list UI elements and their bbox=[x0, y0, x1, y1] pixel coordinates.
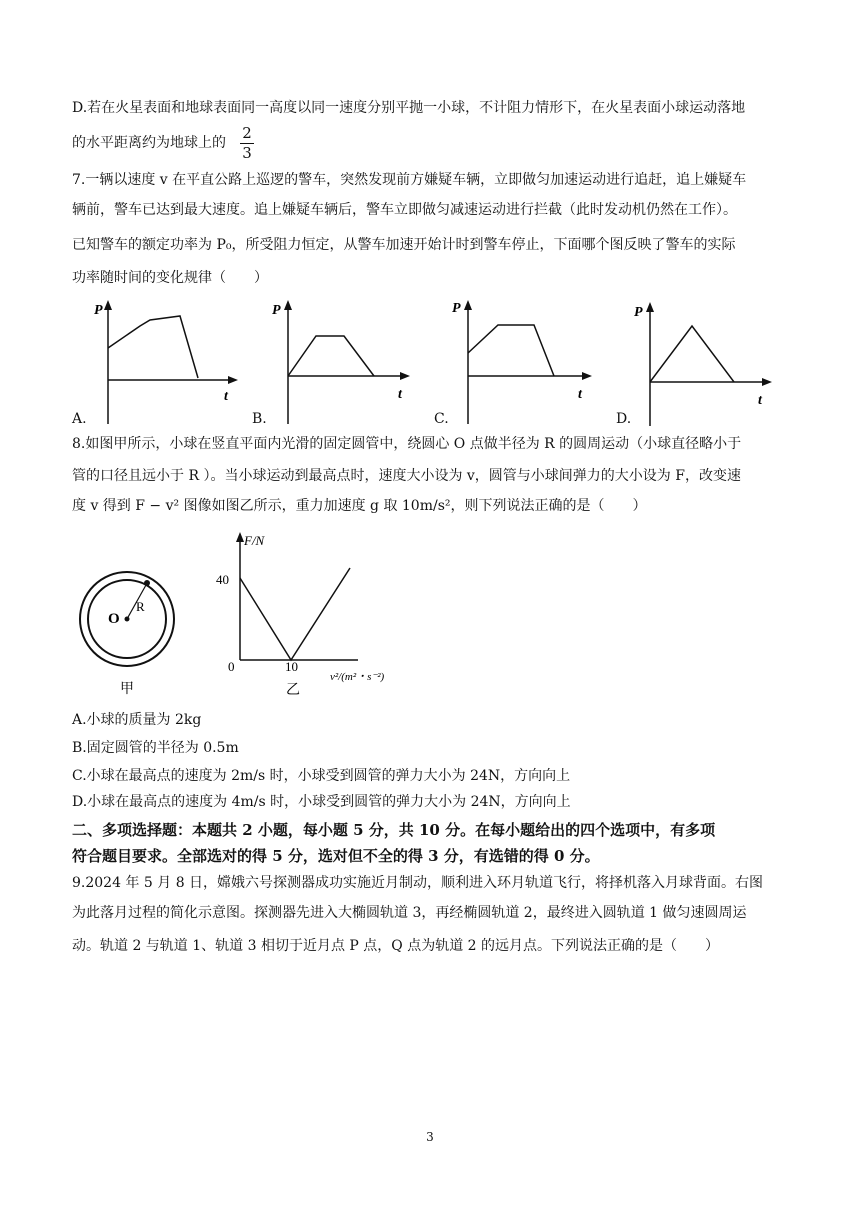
q7-text-line2: 辆前，警车已达到最大速度。追上嫌疑车辆后，警车立即做匀减速运动进行拦截（此时发动机仍然在工作）。 bbox=[72, 202, 737, 218]
q8-option-b: B.固定圆管的半径为 0.5m bbox=[72, 740, 239, 756]
axis-p-label: P bbox=[94, 303, 103, 318]
q8-text-line2: 管的口径且远小于 R ）。当小球运动到最高点时，速度大小设为 v，圆管与小球间弹力的大小设为 F，改变速 bbox=[72, 468, 741, 484]
x-tick-10: 10 bbox=[285, 659, 298, 674]
q6-option-d-line1: D.若在火星表面和地球表面同一高度以同一速度分别平抛一小球，不计阻力情形下，在火星表面小球运动落地 bbox=[72, 100, 746, 116]
q9-text-line3: 动。轨道 2 与轨道 1、轨道 3 相切于近月点 P 点，Q 点为轨道 2 的远月点。下列说法正确的是（ ） bbox=[72, 938, 720, 954]
q8-option-c: C.小球在最高点的速度为 2m/s 时，小球受到圆管的弹力大小为 24N，方向向上 bbox=[72, 768, 571, 784]
q8-text-line1: 8.如图甲所示，小球在竖直平面内光滑的固定圆管中，绕圆心 O 点做半径为 R 的圆周运动（小球直径略小于 bbox=[72, 436, 742, 452]
axis-t-label: t bbox=[398, 387, 402, 402]
axis-p-label: P bbox=[452, 301, 461, 316]
q7-graph-b bbox=[252, 298, 432, 428]
caption-jia: 甲 bbox=[120, 682, 134, 697]
q7-option-a-label: A. bbox=[72, 411, 87, 427]
q7-option-c-label: C. bbox=[434, 411, 449, 427]
page-number: 3 bbox=[426, 1130, 434, 1144]
q7-option-b-label: B. bbox=[252, 411, 267, 427]
q6-option-d-line2: 的水平距离约为地球上的 bbox=[72, 135, 226, 151]
radius-label-r: R bbox=[136, 599, 145, 614]
q8-text-line3: 度 v 得到 F − v² 图像如图乙所示，重力加速度 g 取 10m/s²，则下列说法正确的是（ ） bbox=[72, 498, 647, 514]
q7-text-line3: 已知警车的额定功率为 P₀，所受阻力恒定，从警车加速开始计时到警车停止，下面哪个图反映了警车的实际 bbox=[72, 237, 736, 253]
axis-t-label: t bbox=[224, 389, 228, 404]
fraction-numerator: 2 bbox=[242, 124, 252, 142]
section2-heading-line2: 符合题目要求。全部选对的得 5 分，选对但不全的得 3 分，有选错的得 0 分。 bbox=[72, 847, 600, 865]
figure-yi-f-v2-graph bbox=[210, 528, 410, 698]
q8-option-a: A.小球的质量为 2kg bbox=[72, 712, 202, 728]
origin-label: 0 bbox=[228, 659, 235, 674]
section2-heading-line1: 二、多项选择题：本题共 2 小题，每小题 5 分，共 10 分。在每小题给出的四个选项中，有多项 bbox=[72, 821, 716, 839]
caption-yi: 乙 bbox=[286, 683, 300, 698]
q7-graph-c bbox=[430, 298, 610, 428]
q7-text-line4: 功率随时间的变化规律（ ） bbox=[72, 270, 268, 286]
x-axis-label: v²/(m²・s⁻²) bbox=[330, 671, 385, 683]
y-axis-label: F/N bbox=[244, 533, 265, 548]
fraction-two-thirds bbox=[240, 125, 254, 162]
q7-option-d-label: D. bbox=[616, 411, 632, 427]
q7-text-line1: 7.一辆以速度 v 在平直公路上巡逻的警车，突然发现前方嫌疑车辆，立即做匀加速运动进行追赶，追上嫌疑车 bbox=[72, 172, 747, 188]
q9-text-line2: 为此落月过程的简化示意图。探测器先进入大椭圆轨道 3，再经椭圆轨道 2，最终进入圆轨道 1 做匀速圆周运 bbox=[72, 905, 747, 921]
fraction-denominator: 3 bbox=[242, 144, 252, 162]
axis-p-label: P bbox=[272, 303, 281, 318]
axis-t-label: t bbox=[578, 387, 582, 402]
q9-text-line1: 9.2024 年 5 月 8 日，嫦娥六号探测器成功实施近月制动，顺利进入环月轨道飞行，将择机落入月球背面。右图 bbox=[72, 875, 764, 891]
q7-graph-d bbox=[612, 300, 792, 430]
q8-option-d: D.小球在最高点的速度为 4m/s 时，小球受到圆管的弹力大小为 24N，方向向上 bbox=[72, 794, 571, 810]
axis-p-label: P bbox=[634, 305, 643, 320]
center-label-o: O bbox=[108, 611, 120, 627]
y-tick-40: 40 bbox=[216, 572, 229, 587]
q7-graph-a bbox=[72, 298, 252, 428]
axis-t-label: t bbox=[758, 393, 762, 408]
figure-jia-circular-tube bbox=[76, 565, 186, 700]
